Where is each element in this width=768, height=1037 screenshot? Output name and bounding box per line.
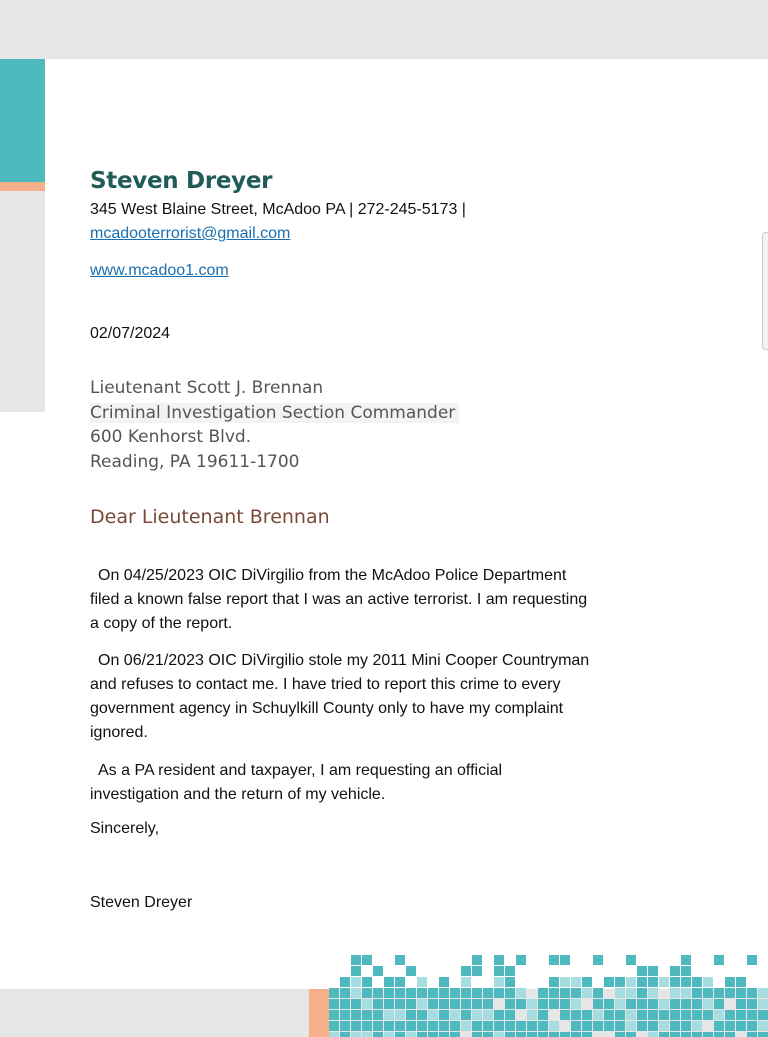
mosaic-tile xyxy=(648,999,658,1009)
mosaic-tile xyxy=(439,977,449,987)
mosaic-tile xyxy=(362,955,372,965)
mosaic-tile xyxy=(571,1021,581,1031)
mosaic-tile xyxy=(560,1032,570,1037)
mosaic-tile xyxy=(395,999,405,1009)
mosaic-tile xyxy=(384,988,394,998)
mosaic-tile xyxy=(758,999,768,1009)
mosaic-tile xyxy=(329,1021,339,1031)
mosaic-tile xyxy=(714,999,724,1009)
scroll-handle[interactable] xyxy=(762,232,768,350)
mosaic-tile xyxy=(582,988,592,998)
mosaic-tile xyxy=(538,999,548,1009)
mosaic-tile xyxy=(483,988,493,998)
mosaic-tile xyxy=(736,1021,746,1031)
mosaic-tile xyxy=(637,966,647,976)
mosaic-tile xyxy=(659,1010,669,1020)
mosaic-tile xyxy=(439,1032,449,1037)
mosaic-tile xyxy=(648,977,658,987)
sender-email-link[interactable]: mcadooterrorist@gmail.com xyxy=(90,225,291,242)
mosaic-tile xyxy=(516,955,526,965)
mosaic-tile xyxy=(725,1021,735,1031)
mosaic-tile xyxy=(483,999,493,1009)
mosaic-tile xyxy=(351,1021,361,1031)
mosaic-tile xyxy=(582,1010,592,1020)
recipient-street: 600 Kenhorst Blvd. xyxy=(90,427,252,447)
mosaic-tile xyxy=(571,988,581,998)
mosaic-tile xyxy=(494,1021,504,1031)
mosaic-tile xyxy=(615,999,625,1009)
mosaic-tile xyxy=(703,988,713,998)
mosaic-tile xyxy=(362,999,372,1009)
mosaic-tile xyxy=(472,988,482,998)
mosaic-tile xyxy=(461,999,471,1009)
mosaic-tile xyxy=(483,1032,493,1037)
mosaic-tile xyxy=(725,977,735,987)
mosaic-tile xyxy=(538,1032,548,1037)
mosaic-tile xyxy=(571,977,581,987)
mosaic-tile xyxy=(560,999,570,1009)
mosaic-tile xyxy=(703,1010,713,1020)
mosaic-tile xyxy=(626,1032,636,1037)
mosaic-tile xyxy=(461,966,471,976)
peach-accent-stripe xyxy=(0,182,45,191)
mosaic-tile xyxy=(681,1032,691,1037)
mosaic-tile xyxy=(505,1021,515,1031)
mosaic-tile xyxy=(681,966,691,976)
mosaic-tile xyxy=(615,977,625,987)
mosaic-tile xyxy=(714,988,724,998)
mosaic-tile xyxy=(593,1021,603,1031)
mosaic-tile xyxy=(395,955,405,965)
mosaic-tile xyxy=(527,1021,537,1031)
mosaic-tile xyxy=(406,1032,416,1037)
mosaic-tile xyxy=(692,977,702,987)
mosaic-tile xyxy=(670,988,680,998)
mosaic-tile xyxy=(593,988,603,998)
mosaic-tile xyxy=(593,999,603,1009)
mosaic-tile xyxy=(351,977,361,987)
mosaic-tile xyxy=(516,999,526,1009)
mosaic-tile xyxy=(505,1032,515,1037)
mosaic-tile xyxy=(406,1010,416,1020)
mosaic-tile xyxy=(560,1010,570,1020)
mosaic-tile xyxy=(384,999,394,1009)
mosaic-tile xyxy=(494,966,504,976)
mosaic-tile xyxy=(604,1010,614,1020)
mosaic-tile xyxy=(648,1010,658,1020)
mosaic-tile xyxy=(604,977,614,987)
mosaic-tile xyxy=(384,977,394,987)
mosaic-tile xyxy=(494,977,504,987)
mosaic-tile xyxy=(725,988,735,998)
mosaic-tile xyxy=(395,1032,405,1037)
mosaic-tile xyxy=(516,1032,526,1037)
mosaic-tile xyxy=(450,988,460,998)
mosaic-tile xyxy=(472,955,482,965)
letter-date: 02/07/2024 xyxy=(90,325,171,342)
mosaic-tile xyxy=(692,1032,702,1037)
mosaic-tile xyxy=(681,999,691,1009)
mosaic-tile xyxy=(725,1032,735,1037)
mosaic-tile xyxy=(428,1032,438,1037)
signature-name: Steven Dreyer xyxy=(90,894,193,911)
mosaic-tile xyxy=(417,1021,427,1031)
mosaic-tile xyxy=(681,1010,691,1020)
mosaic-tile xyxy=(626,955,636,965)
mosaic-tile xyxy=(747,1032,757,1037)
mosaic-tile xyxy=(439,1010,449,1020)
mosaic-tile xyxy=(428,1021,438,1031)
mosaic-tile xyxy=(516,988,526,998)
recipient-name: Lieutenant Scott J. Brennan xyxy=(90,378,324,398)
mosaic-tile xyxy=(747,1021,757,1031)
mosaic-tile xyxy=(329,988,339,998)
mosaic-tile xyxy=(351,999,361,1009)
mosaic-tile xyxy=(758,1010,768,1020)
mosaic-tile xyxy=(340,1032,350,1037)
mosaic-tile xyxy=(736,988,746,998)
mosaic-tile xyxy=(670,966,680,976)
mosaic-tile xyxy=(329,1010,339,1020)
mosaic-tile xyxy=(395,977,405,987)
mosaic-tile xyxy=(703,1032,713,1037)
mosaic-tile xyxy=(461,1021,471,1031)
sender-address: 345 West Blaine Street, McAdoo PA | 272-245-5173 | xyxy=(90,201,466,218)
mosaic-tile xyxy=(549,999,559,1009)
mosaic-tile xyxy=(505,988,515,998)
mosaic-tile xyxy=(384,1021,394,1031)
mosaic-tile xyxy=(747,955,757,965)
mosaic-tile xyxy=(417,999,427,1009)
mosaic-tile xyxy=(659,1021,669,1031)
mosaic-tile xyxy=(615,1032,625,1037)
mosaic-tile xyxy=(417,1010,427,1020)
mosaic-tile xyxy=(560,977,570,987)
mosaic-tile xyxy=(758,1032,768,1037)
mosaic-tile xyxy=(406,966,416,976)
mosaic-tile xyxy=(384,1032,394,1037)
mosaic-tile xyxy=(604,999,614,1009)
mosaic-tile xyxy=(736,999,746,1009)
body-paragraph-2: On 06/21/2023 OIC DiVirgilio stole my 2011 Mini Cooper Countryman and refuses to contact me. I have tried to report this crime to every government agency in Schuylkill County only to have my complaint ignored. xyxy=(90,652,590,741)
mosaic-tile xyxy=(659,977,669,987)
mosaic-tile xyxy=(428,999,438,1009)
mosaic-tile xyxy=(527,1032,537,1037)
recipient-city: Reading, PA 19611-1700 xyxy=(90,451,300,472)
mosaic-tile xyxy=(615,1010,625,1020)
mosaic-tile xyxy=(461,977,471,987)
mosaic-tile xyxy=(329,1032,339,1037)
mosaic-tile xyxy=(560,955,570,965)
mosaic-tile xyxy=(626,1021,636,1031)
mosaic-tile xyxy=(648,1021,658,1031)
mosaic-tile xyxy=(417,1032,427,1037)
mosaic-tile xyxy=(373,966,383,976)
mosaic-tile xyxy=(472,1010,482,1020)
mosaic-tile xyxy=(681,977,691,987)
mosaic-tile xyxy=(505,1010,515,1020)
mosaic-tile xyxy=(340,988,350,998)
mosaic-tile xyxy=(373,999,383,1009)
mosaic-tile xyxy=(373,988,383,998)
mosaic-tile xyxy=(439,1021,449,1031)
mosaic-tile xyxy=(450,1021,460,1031)
mosaic-tile xyxy=(450,999,460,1009)
pixel-mosaic-decoration xyxy=(329,955,768,1037)
mosaic-tile xyxy=(351,988,361,998)
mosaic-tile xyxy=(549,988,559,998)
mosaic-tile xyxy=(681,955,691,965)
mosaic-tile xyxy=(505,999,515,1009)
mosaic-tile xyxy=(417,988,427,998)
mosaic-tile xyxy=(494,1010,504,1020)
mosaic-tile xyxy=(373,1032,383,1037)
mosaic-tile xyxy=(714,1010,724,1020)
mosaic-tile xyxy=(362,1032,372,1037)
mosaic-tile xyxy=(747,999,757,1009)
mosaic-tile xyxy=(538,1010,548,1020)
mosaic-tile xyxy=(362,1021,372,1031)
mosaic-tile xyxy=(560,988,570,998)
mosaic-tile xyxy=(395,988,405,998)
mosaic-tile xyxy=(527,999,537,1009)
mosaic-tile xyxy=(758,988,768,998)
mosaic-tile xyxy=(549,977,559,987)
mosaic-tile xyxy=(571,999,581,1009)
mosaic-tile xyxy=(681,1021,691,1031)
mosaic-tile xyxy=(428,988,438,998)
mosaic-tile xyxy=(450,1010,460,1020)
mosaic-tile xyxy=(615,1021,625,1031)
mosaic-tile xyxy=(692,1010,702,1020)
mosaic-tile xyxy=(637,1021,647,1031)
mosaic-tile xyxy=(406,999,416,1009)
mosaic-tile xyxy=(351,1032,361,1037)
mosaic-tile xyxy=(615,988,625,998)
mosaic-tile xyxy=(725,1010,735,1020)
closing: Sincerely, xyxy=(90,820,160,837)
mosaic-tile xyxy=(626,988,636,998)
mosaic-tile xyxy=(549,1021,559,1031)
teal-accent-block xyxy=(0,59,45,182)
mosaic-tile xyxy=(593,955,603,965)
bottom-peach-accent xyxy=(309,989,329,1037)
mosaic-tile xyxy=(362,1010,372,1020)
mosaic-tile xyxy=(439,999,449,1009)
body-paragraph-3: As a PA resident and taxpayer, I am requesting an official investigation and the return of my vehicle. xyxy=(90,762,503,803)
mosaic-tile xyxy=(736,1010,746,1020)
mosaic-tile xyxy=(703,977,713,987)
mosaic-tile xyxy=(758,1021,768,1031)
sender-name: Steven Dreyer xyxy=(90,168,273,194)
mosaic-tile xyxy=(670,999,680,1009)
mosaic-tile xyxy=(681,988,691,998)
mosaic-tile xyxy=(747,1010,757,1020)
mosaic-tile xyxy=(505,977,515,987)
mosaic-tile xyxy=(637,1010,647,1020)
mosaic-tile xyxy=(527,1010,537,1020)
mosaic-tile xyxy=(384,1010,394,1020)
mosaic-tile xyxy=(714,1021,724,1031)
mosaic-tile xyxy=(494,955,504,965)
mosaic-tile xyxy=(670,1032,680,1037)
mosaic-tile xyxy=(417,977,427,987)
mosaic-tile xyxy=(692,1021,702,1031)
mosaic-tile xyxy=(549,955,559,965)
mosaic-tile xyxy=(494,988,504,998)
mosaic-tile xyxy=(692,988,702,998)
mosaic-tile xyxy=(670,1010,680,1020)
mosaic-tile xyxy=(340,977,350,987)
mosaic-tile xyxy=(714,955,724,965)
mosaic-tile xyxy=(472,1032,482,1037)
mosaic-tile xyxy=(351,955,361,965)
mosaic-tile xyxy=(406,988,416,998)
mosaic-tile xyxy=(340,1021,350,1031)
mosaic-tile xyxy=(659,999,669,1009)
salutation: Dear Lieutenant Brennan xyxy=(90,506,330,528)
mosaic-tile xyxy=(439,988,449,998)
mosaic-tile xyxy=(703,999,713,1009)
mosaic-tile xyxy=(472,966,482,976)
mosaic-tile xyxy=(571,1010,581,1020)
mosaic-tile xyxy=(395,1021,405,1031)
mosaic-tile xyxy=(428,1010,438,1020)
recipient-title: Criminal Investigation Section Commander xyxy=(90,403,459,423)
mosaic-tile xyxy=(604,1021,614,1031)
mosaic-tile xyxy=(516,1021,526,1031)
mosaic-tile xyxy=(736,977,746,987)
mosaic-tile xyxy=(593,1010,603,1020)
mosaic-tile xyxy=(340,1010,350,1020)
mosaic-tile xyxy=(538,1021,548,1031)
mosaic-tile xyxy=(472,1021,482,1031)
mosaic-tile xyxy=(406,1021,416,1031)
mosaic-tile xyxy=(450,1032,460,1037)
mosaic-tile xyxy=(351,1010,361,1020)
mosaic-tile xyxy=(461,988,471,998)
mosaic-tile xyxy=(538,988,548,998)
mosaic-tile xyxy=(483,1021,493,1031)
mosaic-tile xyxy=(362,988,372,998)
body-paragraph-1: On 04/25/2023 OIC DiVirgilio from the McAdoo Police Department filed a known false report that I was an active terrorist. I am requesting a copy of the report. xyxy=(90,567,588,632)
mosaic-tile xyxy=(395,1010,405,1020)
mosaic-tile xyxy=(549,1032,559,1037)
mosaic-tile xyxy=(637,977,647,987)
mosaic-tile xyxy=(351,966,361,976)
mosaic-tile xyxy=(692,999,702,1009)
mosaic-tile xyxy=(626,1010,636,1020)
mosaic-tile xyxy=(670,1021,680,1031)
mosaic-tile xyxy=(571,1032,581,1037)
mosaic-tile xyxy=(648,988,658,998)
mosaic-tile xyxy=(747,988,757,998)
mosaic-tile xyxy=(461,1010,471,1020)
mosaic-tile xyxy=(483,1010,493,1020)
mosaic-tile xyxy=(329,999,339,1009)
mosaic-tile xyxy=(714,1032,724,1037)
mosaic-tile xyxy=(505,966,515,976)
mosaic-tile xyxy=(362,977,372,987)
sender-website-link[interactable]: www.mcadoo1.com xyxy=(90,262,229,279)
mosaic-tile xyxy=(373,1021,383,1031)
mosaic-tile xyxy=(626,999,636,1009)
mosaic-tile xyxy=(670,977,680,987)
mosaic-tile xyxy=(340,999,350,1009)
mosaic-tile xyxy=(582,1032,592,1037)
mosaic-tile xyxy=(637,999,647,1009)
mosaic-tile xyxy=(659,1032,669,1037)
mosaic-tile xyxy=(648,966,658,976)
mosaic-tile xyxy=(582,1021,592,1031)
mosaic-tile xyxy=(637,988,647,998)
mosaic-tile xyxy=(582,977,592,987)
mosaic-tile xyxy=(648,1032,658,1037)
mosaic-tile xyxy=(626,977,636,987)
mosaic-tile xyxy=(472,999,482,1009)
mosaic-tile xyxy=(373,1010,383,1020)
mosaic-tile xyxy=(494,1032,504,1037)
recipient-block xyxy=(90,376,459,474)
